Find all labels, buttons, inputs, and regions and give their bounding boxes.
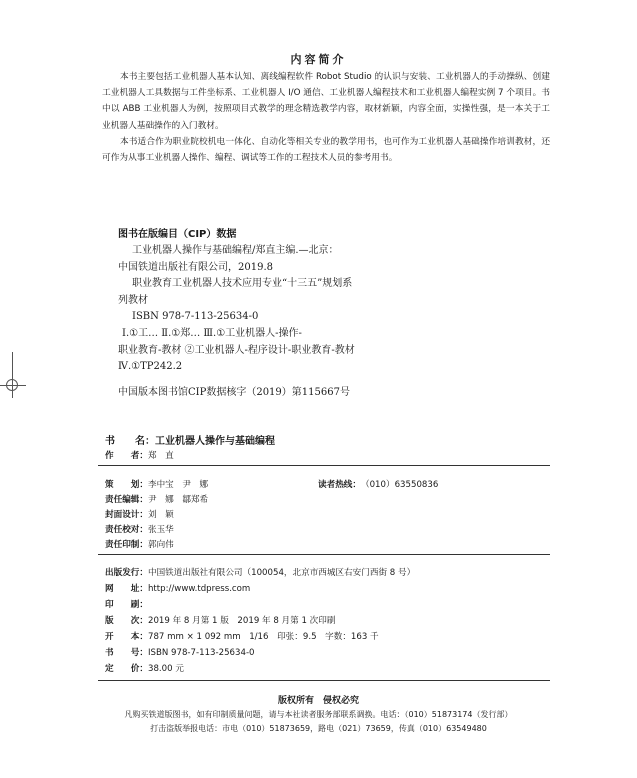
publishing-label: 版 次： — [105, 616, 148, 626]
publishing-row — [105, 598, 148, 610]
hotline-value: （010）63550836 — [360, 480, 439, 490]
publishing-label: 定 价： — [105, 664, 148, 674]
staff-row — [105, 538, 174, 550]
publishing-value: 38.00 元 — [147, 664, 184, 674]
cip-line: 工业机器人操作与基础编程/郑直主编.—北京： — [132, 245, 339, 256]
divider — [98, 465, 550, 466]
hotline-row — [318, 478, 438, 490]
cip-record: 中国版本图书馆CIP数据核字（2019）第115667号 — [118, 387, 350, 398]
publishing-label: 印 刷： — [105, 600, 148, 610]
book-title-row — [105, 432, 275, 447]
registration-mark-vertical — [12, 352, 13, 398]
book-author-value: 郑 直 — [147, 451, 174, 461]
book-author-label: 作 者： — [105, 451, 148, 461]
cip-class-line: Ⅳ.①TP242.2 — [118, 361, 183, 372]
registration-mark-circle — [6, 379, 18, 391]
publishing-value: 787 mm × 1 092 mm 1/16 印张：9.5 字数：163 千 — [147, 632, 379, 642]
staff-value: 郭向伟 — [147, 540, 174, 550]
cip-line: 职业教育工业机器人技术应用专业“十三五”规划系 — [132, 278, 353, 289]
cip-line: ISBN 978-7-113-25634-0 — [132, 311, 259, 322]
publishing-row — [105, 566, 415, 578]
publishing-value: 中国铁道出版社有限公司（100054，北京市西城区右安门西街 8 号） — [147, 568, 416, 578]
publishing-row — [105, 582, 250, 594]
publishing-label: 开 本： — [105, 632, 148, 642]
staff-value: 刘 颖 — [147, 510, 174, 520]
quality-notice: 凡购买铁道版图书，如有印制质量问题，请与本社读者服务部联系调换。电话：（010）51873174（发行部） — [124, 710, 513, 719]
publishing-row — [105, 614, 335, 626]
summary-paragraph: 本书适合作为职业院校机电一体化、自动化等相关专业的教学用书，也可作为工业机器人基础操作培训教材，还可作为从事工业机器人操作、编程、调试等工作的工程技术人员的参考用书。 — [102, 136, 550, 164]
staff-label: 策 划： — [105, 480, 148, 490]
staff-value: 张玉华 — [147, 525, 174, 535]
publishing-row — [105, 646, 255, 658]
cip-block — [118, 243, 558, 326]
summary-body — [102, 69, 550, 166]
publishing-label: 书 号： — [105, 648, 148, 658]
summary-paragraph: 本书主要包括工业机器人基本认知、离线编程软件 Robot Studio 的认识与安装、工业机器人的手动操纵、创建工业机器人工具数据与工件坐标系、工业机器人 I/O 通信、工业机器人编程技术和工业机器人编程实例 7 个项目。书中以 ABB 工业机器人为例，按照项目式教学的理念精选教学内容，取材新颖，内容全面，实操性强，是一本关于工业机器人基础操作的入门教材。 — [102, 72, 550, 131]
cip-class-line: 职业教育-教材 ②工业机器人-程序设计-职业教育-教材 — [118, 344, 355, 356]
staff-row — [105, 493, 208, 505]
book-author-row — [105, 449, 174, 461]
staff-label: 责任校对： — [105, 525, 148, 535]
staff-row — [105, 508, 174, 520]
staff-label: 责任印制： — [105, 540, 148, 550]
staff-label: 封面设计： — [105, 510, 148, 520]
staff-value: 李中宝 尹 娜 — [147, 480, 209, 490]
publishing-row — [105, 662, 184, 674]
summary-title: 内容简介 — [290, 53, 347, 66]
publishing-label: 出版发行： — [105, 568, 148, 578]
cip-line: 列教材 — [118, 294, 148, 306]
divider — [98, 554, 550, 555]
book-title-value: 工业机器人操作与基础编程 — [155, 436, 275, 447]
staff-row — [105, 523, 174, 535]
staff-label: 责任编辑： — [105, 495, 148, 505]
publishing-value: 2019 年 8 月第 1 版 2019 年 8 月第 1 次印刷 — [147, 616, 336, 626]
divider — [98, 680, 550, 681]
publishing-value: http://www.tdpress.com — [147, 584, 251, 594]
publishing-row — [105, 630, 379, 642]
piracy-notice: 打击盗版举报电话：市电（010）51873659，路电（021）73659，传真（010）63549480 — [150, 724, 487, 733]
publishing-value: ISBN 978-7-113-25634-0 — [147, 648, 255, 658]
rights-notice: 版权所有 侵权必究 — [277, 696, 359, 706]
cip-classification — [118, 326, 558, 376]
cip-heading: 图书在版编目（CIP）数据 — [118, 229, 237, 240]
cip-line: 中国铁道出版社有限公司，2019.8 — [118, 261, 273, 273]
staff-value: 尹 娜 鄒郑希 — [147, 495, 209, 505]
hotline-label: 读者热线： — [318, 480, 361, 490]
staff-row — [105, 478, 208, 490]
publishing-label: 网 址： — [105, 584, 148, 594]
book-title-label: 书 名： — [105, 436, 155, 447]
cip-class-line: Ⅰ.①工… Ⅱ.①郑… Ⅲ.①工业机器人-操作- — [122, 328, 302, 339]
